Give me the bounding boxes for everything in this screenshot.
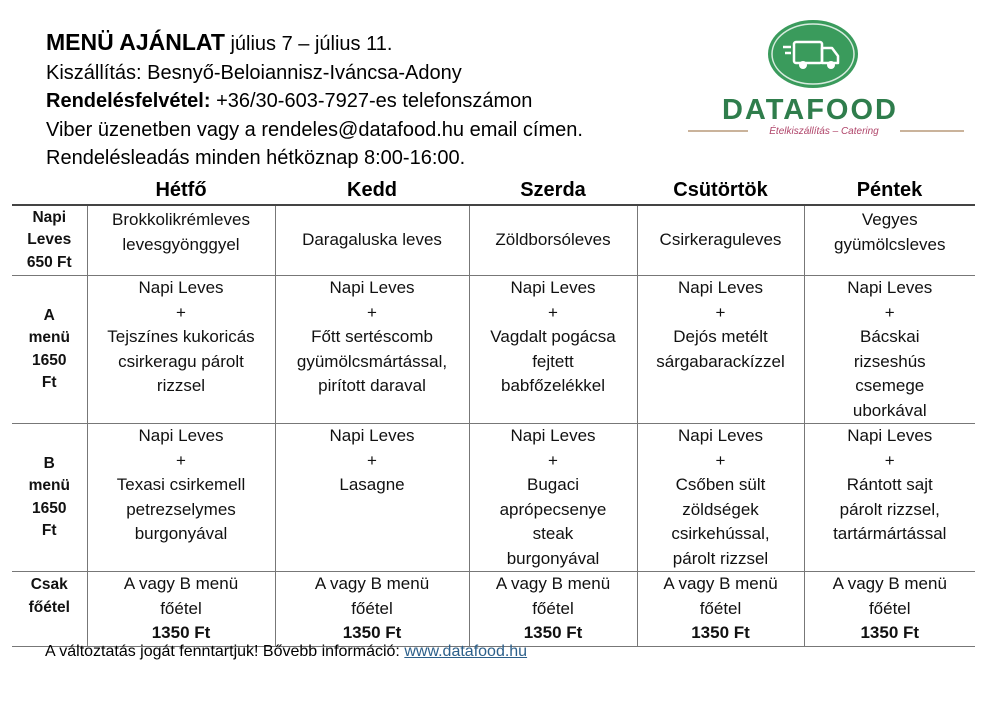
main-only-text: A vagy B menü főétel — [663, 574, 778, 618]
a-menu-row — [12, 276, 975, 424]
footer — [45, 643, 527, 661]
row-label-a-menu: A menü 1650 Ft — [12, 276, 87, 424]
menu-cell: Vegyes gyümölcsleves — [804, 205, 975, 276]
datafood-logo — [686, 18, 968, 140]
date-range: július 7 – július 11. — [230, 33, 393, 55]
main-only-row — [12, 572, 975, 647]
logo-tagline: Ételkiszállítás – Catering — [769, 126, 879, 137]
menu-cell: Brokkolikrémleves levesgyönggyel — [87, 205, 275, 276]
order-label: Rendelésfelvétel: — [46, 90, 211, 112]
menu-cell: Csirkeraguleves — [637, 205, 804, 276]
day-header: Kedd — [275, 177, 469, 205]
logo-graphic — [686, 18, 968, 140]
menu-cell: Napi Leves + Főtt sertéscomb gyümölcsmártással, pirított daraval — [275, 276, 469, 424]
day-header: Hétfő — [87, 177, 275, 205]
title-line — [46, 28, 686, 59]
menu-cell: Zöldborsóleves — [469, 205, 637, 276]
row-label-soup: Napi Leves 650 Ft — [12, 205, 87, 276]
menu-cell — [804, 572, 975, 647]
main-only-price: 1350 Ft — [860, 623, 920, 642]
main-only-price: 1350 Ft — [523, 623, 583, 642]
menu-cell — [87, 572, 275, 647]
menu-cell: Napi Leves + Tejszínes kukoricás csirkeragu párolt rizzsel — [87, 276, 275, 424]
delivery-line: Kiszállítás: Besnyő-Beloiannisz-Iváncsa-Adony — [46, 61, 462, 84]
day-header: Szerda — [469, 177, 637, 205]
footer-text: A változtatás jogát fenntartjuk! Bővebb információ: — [45, 643, 400, 660]
hours-line: Rendelésleadás minden hétköznap 8:00-16:00. — [46, 147, 466, 169]
menu-cell — [275, 572, 469, 647]
menu-cell: Napi Leves + Bugaci aprópecsenye steak burgonyával — [469, 424, 637, 572]
soup-row — [12, 205, 975, 276]
page-title: MENÜ AJÁNLAT — [46, 29, 225, 55]
corner-cell — [12, 177, 87, 205]
menu-cell: Napi Leves + Vagdalt pogácsa fejtett babfőzelékkel — [469, 276, 637, 424]
day-header-row — [12, 177, 975, 205]
logo-name: DATAFOOD — [721, 94, 899, 126]
main-only-price: 1350 Ft — [691, 623, 750, 642]
viber-line: Viber üzenetben vagy a rendeles@datafood.hu email címen. — [46, 118, 583, 141]
menu-cell: Napi Leves + Lasagne — [275, 424, 469, 572]
menu-cell — [469, 572, 637, 647]
order-phone: +36/30-603-7927-es telefonszámon — [216, 90, 533, 112]
day-header: Csütörtök — [637, 177, 804, 205]
menu-cell: Napi Leves + Bácskai rizseshús csemege uborkával — [804, 276, 975, 424]
main-only-text: A vagy B menü főétel — [123, 574, 239, 618]
header — [46, 28, 686, 173]
menu-cell: Daragaluska leves — [275, 205, 469, 276]
day-header: Péntek — [804, 177, 975, 205]
main-only-text: A vagy B menü főétel — [495, 574, 611, 618]
main-only-text: A vagy B menü főétel — [314, 574, 430, 618]
menu-cell: Napi Leves + Csőben sült zöldségek csirkehússal, párolt rizzsel — [637, 424, 804, 572]
menu-cell: Napi Leves + Texasi csirkemell petrezselymes burgonyával — [87, 424, 275, 572]
menu-cell: Napi Leves + Dejós metélt sárgabarackízzel — [637, 276, 804, 424]
website-link[interactable]: www.datafood.hu — [404, 643, 528, 660]
row-label-main-only: Csak főétel — [12, 572, 87, 647]
row-label-b-menu: B menü 1650 Ft — [12, 424, 87, 572]
menu-cell — [637, 572, 804, 647]
order-line — [46, 87, 686, 116]
main-only-price: 1350 Ft — [342, 623, 402, 642]
main-only-text: A vagy B menü főétel — [832, 574, 947, 618]
weekly-menu-table — [12, 177, 975, 647]
menu-cell: Napi Leves + Rántott sajt párolt rizzsel, tartármártással — [804, 424, 975, 572]
logo-oval — [768, 20, 858, 88]
b-menu-row — [12, 424, 975, 572]
main-only-price: 1350 Ft — [151, 623, 211, 642]
